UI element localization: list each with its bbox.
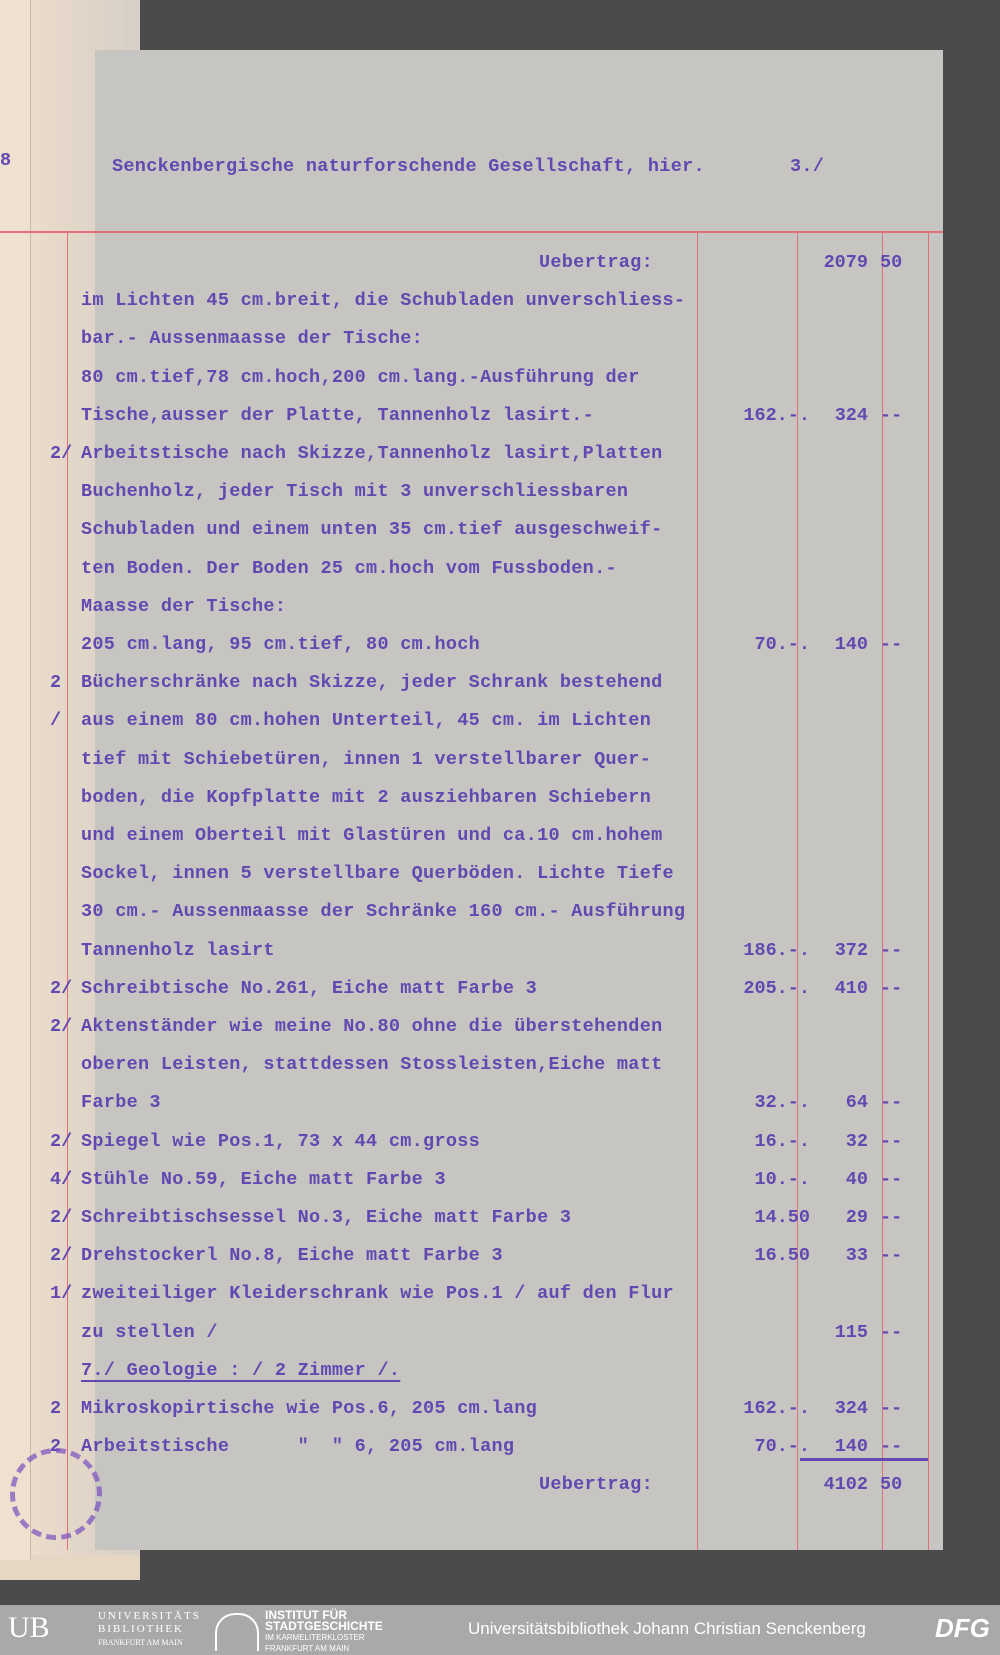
sum-underline: [800, 1458, 928, 1461]
underlying-page-margin: [0, 0, 31, 1560]
item-description: Stühle No.59, Eiche matt Farbe 3: [81, 1168, 446, 1190]
item-quantity: 2/: [50, 977, 73, 999]
line-cents: --: [880, 1207, 903, 1228]
institut-line: INSTITUT FÜR: [265, 1608, 347, 1622]
line-cents: --: [880, 977, 903, 999]
item-description: Buchenholz, jeder Tisch mit 3 unverschliessbaren: [81, 481, 629, 503]
page-marker-left: 8: [0, 150, 12, 171]
unit-price: 205.-.: [743, 977, 810, 999]
line-cents: --: [880, 939, 903, 961]
line-cents: --: [880, 404, 903, 426]
item-quantity: /: [50, 710, 62, 732]
line-total: 140: [834, 634, 868, 655]
carry-over-label: Uebertrag:: [538, 1474, 653, 1496]
carry-over-label: Uebertrag:: [538, 252, 653, 273]
item-quantity: 2/: [50, 1207, 73, 1228]
item-description: Maasse der Tische:: [81, 595, 287, 617]
institut-line: STADTGESCHICHTE: [265, 1619, 383, 1633]
cents-column-rule: [882, 232, 883, 1550]
institut-line: FRANKFURT AM MAIN: [265, 1644, 350, 1653]
unit-price: 186.-.: [743, 939, 810, 961]
institut-line: IM KARMELITERKLOSTER: [265, 1633, 365, 1642]
right-rule: [928, 232, 929, 1550]
line-total: 33: [845, 1245, 868, 1267]
item-description: ten Boden. Der Boden 25 cm.hoch vom Fussboden.-: [81, 557, 617, 579]
item-quantity: 2/: [50, 1016, 73, 1037]
item-description: boden, die Kopfplatte mit 2 ausziehbaren Schiebern: [81, 786, 652, 808]
item-description: bar.- Aussenmaasse der Tische:: [81, 328, 424, 350]
line-cents: --: [880, 1130, 903, 1152]
line-cents: --: [880, 634, 903, 655]
line-cents: 50: [880, 252, 903, 273]
item-description: Arbeitstische " " 6, 205 cm.lang: [81, 1436, 515, 1458]
item-quantity: 4/: [50, 1168, 73, 1190]
line-total: 115: [834, 1321, 868, 1343]
item-description: Tische,ausser der Platte, Tannenholz lasirt.-: [81, 404, 595, 426]
line-total: 29: [845, 1207, 868, 1228]
page-number: 3./: [790, 156, 825, 177]
ub-name: [98, 1610, 201, 1649]
item-quantity: 2/: [50, 1130, 73, 1152]
item-description: Schreibtische No.261, Eiche matt Farbe 3: [81, 977, 538, 999]
item-description: Farbe 3: [81, 1092, 161, 1114]
item-description: Schreibtischsessel No.3, Eiche matt Farbe 3: [81, 1207, 572, 1228]
line-total: 372: [834, 939, 868, 961]
item-quantity: 2: [50, 1398, 62, 1419]
line-cents: --: [880, 1168, 903, 1190]
item-description: zu stellen /: [81, 1321, 218, 1343]
item-quantity: 2/: [50, 1245, 73, 1267]
line-total: 64: [845, 1092, 868, 1114]
library-name: Universitätsbibliothek Johann Christian Senckenberg: [468, 1619, 866, 1638]
unit-price: 162.-.: [743, 1398, 810, 1419]
footer-bar: [0, 1605, 1000, 1655]
line-cents: 50: [880, 1474, 903, 1496]
unit-price: 70.-.: [754, 634, 810, 655]
institut-logo-icon: [215, 1613, 259, 1651]
item-description: Drehstockerl No.8, Eiche matt Farbe 3: [81, 1245, 503, 1267]
unit-price: 162.-.: [743, 404, 810, 426]
item-description: Schubladen und einem unten 35 cm.tief ausgeschweif-: [81, 519, 663, 541]
institut-name: [265, 1610, 383, 1654]
line-cents: --: [880, 1092, 903, 1114]
line-total: 140: [834, 1436, 868, 1458]
ub-name-line: FRANKFURT AM MAIN: [98, 1638, 183, 1647]
page-title: Senckenbergische naturforschende Gesellschaft, hier.: [112, 156, 705, 177]
item-description: 80 cm.tief,78 cm.hoch,200 cm.lang.-Ausführung der: [81, 366, 640, 388]
dfg-logo: DFG: [935, 1613, 990, 1643]
margin-rule: [67, 232, 68, 1550]
line-cents: --: [880, 1245, 903, 1267]
total-column-rule: [797, 232, 798, 1550]
item-description: Arbeitstische nach Skizze,Tannenholz lasirt,Platten: [81, 443, 663, 464]
unit-price: 70.-.: [754, 1436, 810, 1458]
unit-price: 14.50: [754, 1207, 810, 1228]
item-description: Tannenholz lasirt: [81, 939, 275, 961]
item-quantity: 2/: [50, 443, 73, 464]
item-description: Sockel, innen 5 verstellbare Querböden. Lichte Tiefe: [81, 863, 674, 885]
line-cents: --: [880, 1436, 903, 1458]
item-description: Bücherschränke nach Skizze, jeder Schrank bestehend: [81, 672, 663, 694]
unit-price: 16.50: [754, 1245, 810, 1267]
ub-logo: UB: [8, 1611, 50, 1644]
item-description: und einem Oberteil mit Glastüren und ca.10 cm.hohem: [81, 825, 663, 846]
item-description: zweiteiliger Kleiderschrank wie Pos.1 / auf den Flur: [81, 1283, 674, 1305]
line-total: 32: [845, 1130, 868, 1152]
unit-price: 10.-.: [754, 1168, 810, 1190]
item-description: Spiegel wie Pos.1, 73 x 44 cm.gross: [81, 1130, 481, 1152]
section-heading: 7./ Geologie : / 2 Zimmer /.: [81, 1359, 401, 1381]
line-cents: --: [880, 1321, 903, 1343]
item-quantity: 1/: [50, 1283, 73, 1305]
library-stamp: [10, 1448, 102, 1540]
ub-name-line: UNIVERSITÄTS: [98, 1610, 201, 1622]
line-total: 4102: [823, 1474, 868, 1496]
item-description: oberen Leisten, stattdessen Stossleisten,Eiche matt: [81, 1054, 663, 1076]
item-description: tief mit Schiebetüren, innen 1 verstellbarer Quer-: [81, 748, 652, 770]
unit-price: 32.-.: [754, 1092, 810, 1114]
line-total: 324: [834, 1398, 868, 1419]
item-description: im Lichten 45 cm.breit, die Schubladen unverschliess-: [81, 290, 686, 312]
item-quantity: 2: [50, 1436, 62, 1458]
item-description: 205 cm.lang, 95 cm.tief, 80 cm.hoch: [81, 634, 481, 655]
line-total: 324: [834, 404, 868, 426]
item-description: 30 cm.- Aussenmaasse der Schränke 160 cm.- Ausführung: [81, 901, 686, 923]
item-description: aus einem 80 cm.hohen Unterteil, 45 cm. im Lichten: [81, 710, 652, 732]
item-quantity: 2: [50, 672, 62, 694]
line-cents: --: [880, 1398, 903, 1419]
unit-price-column-rule: [697, 232, 698, 1550]
unit-price: 16.-.: [754, 1130, 810, 1152]
item-description: Mikroskopirtische wie Pos.6, 205 cm.lang: [81, 1398, 538, 1419]
ub-name-line: BIBLIOTHEK: [98, 1623, 184, 1635]
header-rule: [0, 231, 943, 233]
line-total: 40: [845, 1168, 868, 1190]
item-description: Aktenständer wie meine No.80 ohne die überstehenden: [81, 1016, 663, 1037]
line-total: 410: [834, 977, 868, 999]
line-total: 2079: [823, 252, 868, 273]
